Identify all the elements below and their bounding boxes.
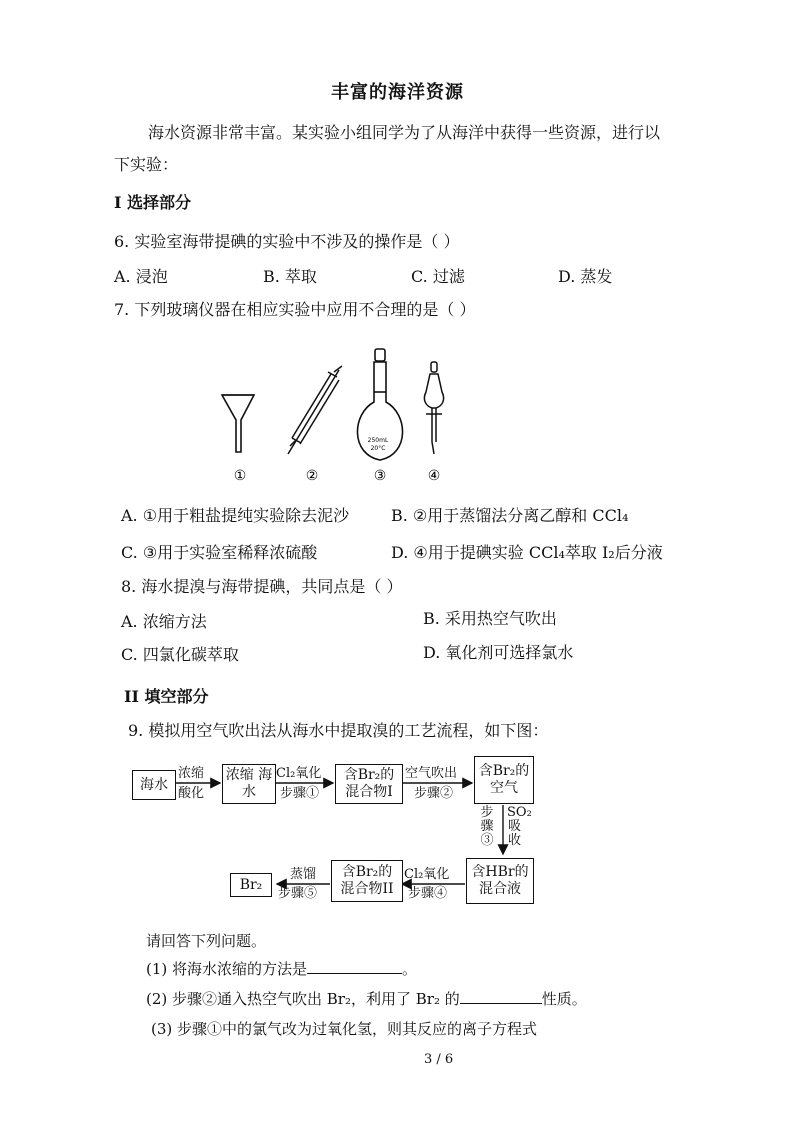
question-8-option-c: C. 四氯化碳萃取 [121, 645, 239, 664]
arrow-label-so2-absorb: SO₂吸收 [507, 805, 532, 848]
arrow-label-step-2: 步骤② [414, 786, 454, 801]
question-9-sub-1-text: (1) 将海水浓缩的方法是 [146, 960, 308, 978]
question-9-sub-2-text: (2) 步骤②通入热空气吹出 Br₂，利用了 Br₂ 的 [146, 990, 460, 1008]
arrow-label-step-1: 步骤① [280, 786, 320, 801]
arrow-label-step-3: 步骤③ [480, 805, 494, 848]
figure-label-3: ③ [373, 468, 387, 484]
arrow-label-air-blow: 空气吹出 [405, 766, 458, 781]
question-7-option-c: C. ③用于实验室稀释浓硫酸 [121, 543, 318, 562]
flow-box-concentrated-seawater: 浓缩 海水 [222, 764, 276, 804]
arrow-label-distill: 蒸馏 [290, 867, 317, 882]
figure-label-1: ① [233, 468, 247, 484]
section-heading-fill: II 填空部分 [124, 687, 209, 706]
section-heading-choice: I 选择部分 [114, 193, 192, 212]
condenser-icon [288, 366, 342, 454]
flow-box-bromine-mixture-1: 含Br₂的 混合物I [335, 764, 403, 804]
question-6-option-c: C. 过滤 [411, 267, 465, 286]
arrow-label-concentrate: 浓缩 [178, 766, 205, 781]
question-6-option-a: A. 浸泡 [114, 267, 168, 286]
answer-blank-2[interactable] [460, 989, 542, 1004]
question-8-option-a: A. 浓缩方法 [121, 612, 207, 631]
page-number: 3 / 6 [424, 1052, 454, 1067]
arrow-label-step-5: 步骤⑤ [278, 886, 318, 901]
arrow-label-cl2-oxidation-1: Cl₂氧化 [276, 766, 322, 781]
flask-temperature-label: 20°C [370, 445, 386, 452]
flow-box-bromine-product: Br₂ [230, 873, 272, 897]
flow-box-bromine-mixture-2: 含Br₂的 混合物II [331, 860, 403, 902]
answer-blank-1[interactable] [307, 959, 402, 974]
arrow-label-step-4: 步骤④ [408, 886, 448, 901]
intro-line-2: 下实验： [114, 155, 179, 174]
question-8-stem: 8. 海水提溴与海带提碘，共同点是（ ） [121, 577, 403, 596]
question-9-sub-2-end: 性质。 [541, 990, 587, 1008]
question-8-option-d: D. 氧化剂可选择氯水 [423, 643, 574, 662]
funnel-icon [222, 395, 254, 452]
question-7-option-a: A. ①用于粗盐提纯实验除去泥沙 [121, 506, 350, 525]
question-7-stem: 7. 下列玻璃仪器在相应实验中应用不合理的是（ ） [114, 300, 476, 319]
figure-label-4: ④ [427, 468, 441, 484]
question-6-option-d: D. 蒸发 [558, 267, 613, 286]
question-9-stem: 9. 模拟用空气吹出法从海水中提取溴的工艺流程，如下图： [128, 721, 549, 740]
separatory-funnel-icon [424, 362, 443, 454]
question-9-sub-2 [146, 988, 587, 1009]
question-6-option-b: B. 萃取 [263, 267, 317, 286]
question-9-sub-1 [146, 958, 417, 979]
flask-capacity-label: 250mL [367, 437, 389, 444]
arrow-label-acidify: 酸化 [178, 786, 205, 801]
intro-line-1: 海水资源非常丰富。某实验小组同学为了从海洋中获得一些资源，进行以 [148, 123, 661, 142]
question-9-sub-1-end: 。 [402, 960, 418, 978]
flow-box-hbr-mixture: 含HBr的 混合液 [466, 858, 534, 904]
page-title: 丰富的海洋资源 [331, 82, 464, 103]
question-9-prompt: 请回答下列问题。 [146, 932, 267, 950]
question-9-sub-3: (3) 步骤①中的氯气改为过氧化氢，则其反应的离子方程式 [151, 1020, 538, 1038]
flow-box-seawater: 海水 [132, 770, 176, 800]
question-7-option-d: D. ④用于提碘实验 CCl₄萃取 I₂后分液 [391, 543, 663, 562]
question-6-stem: 6. 实验室海带提碘的实验中不涉及的操作是（ ） [114, 232, 460, 251]
question-8-option-b: B. 采用热空气吹出 [423, 609, 557, 628]
arrow-label-cl2-oxidation-2: Cl₂氧化 [404, 867, 450, 882]
figure-label-2: ② [305, 468, 319, 484]
glassware-figure [210, 342, 470, 487]
flow-box-bromine-air: 含Br₂的 空气 [474, 756, 534, 804]
question-7-option-b: B. ②用于蒸馏法分离乙醇和 CCl₄ [391, 506, 629, 525]
